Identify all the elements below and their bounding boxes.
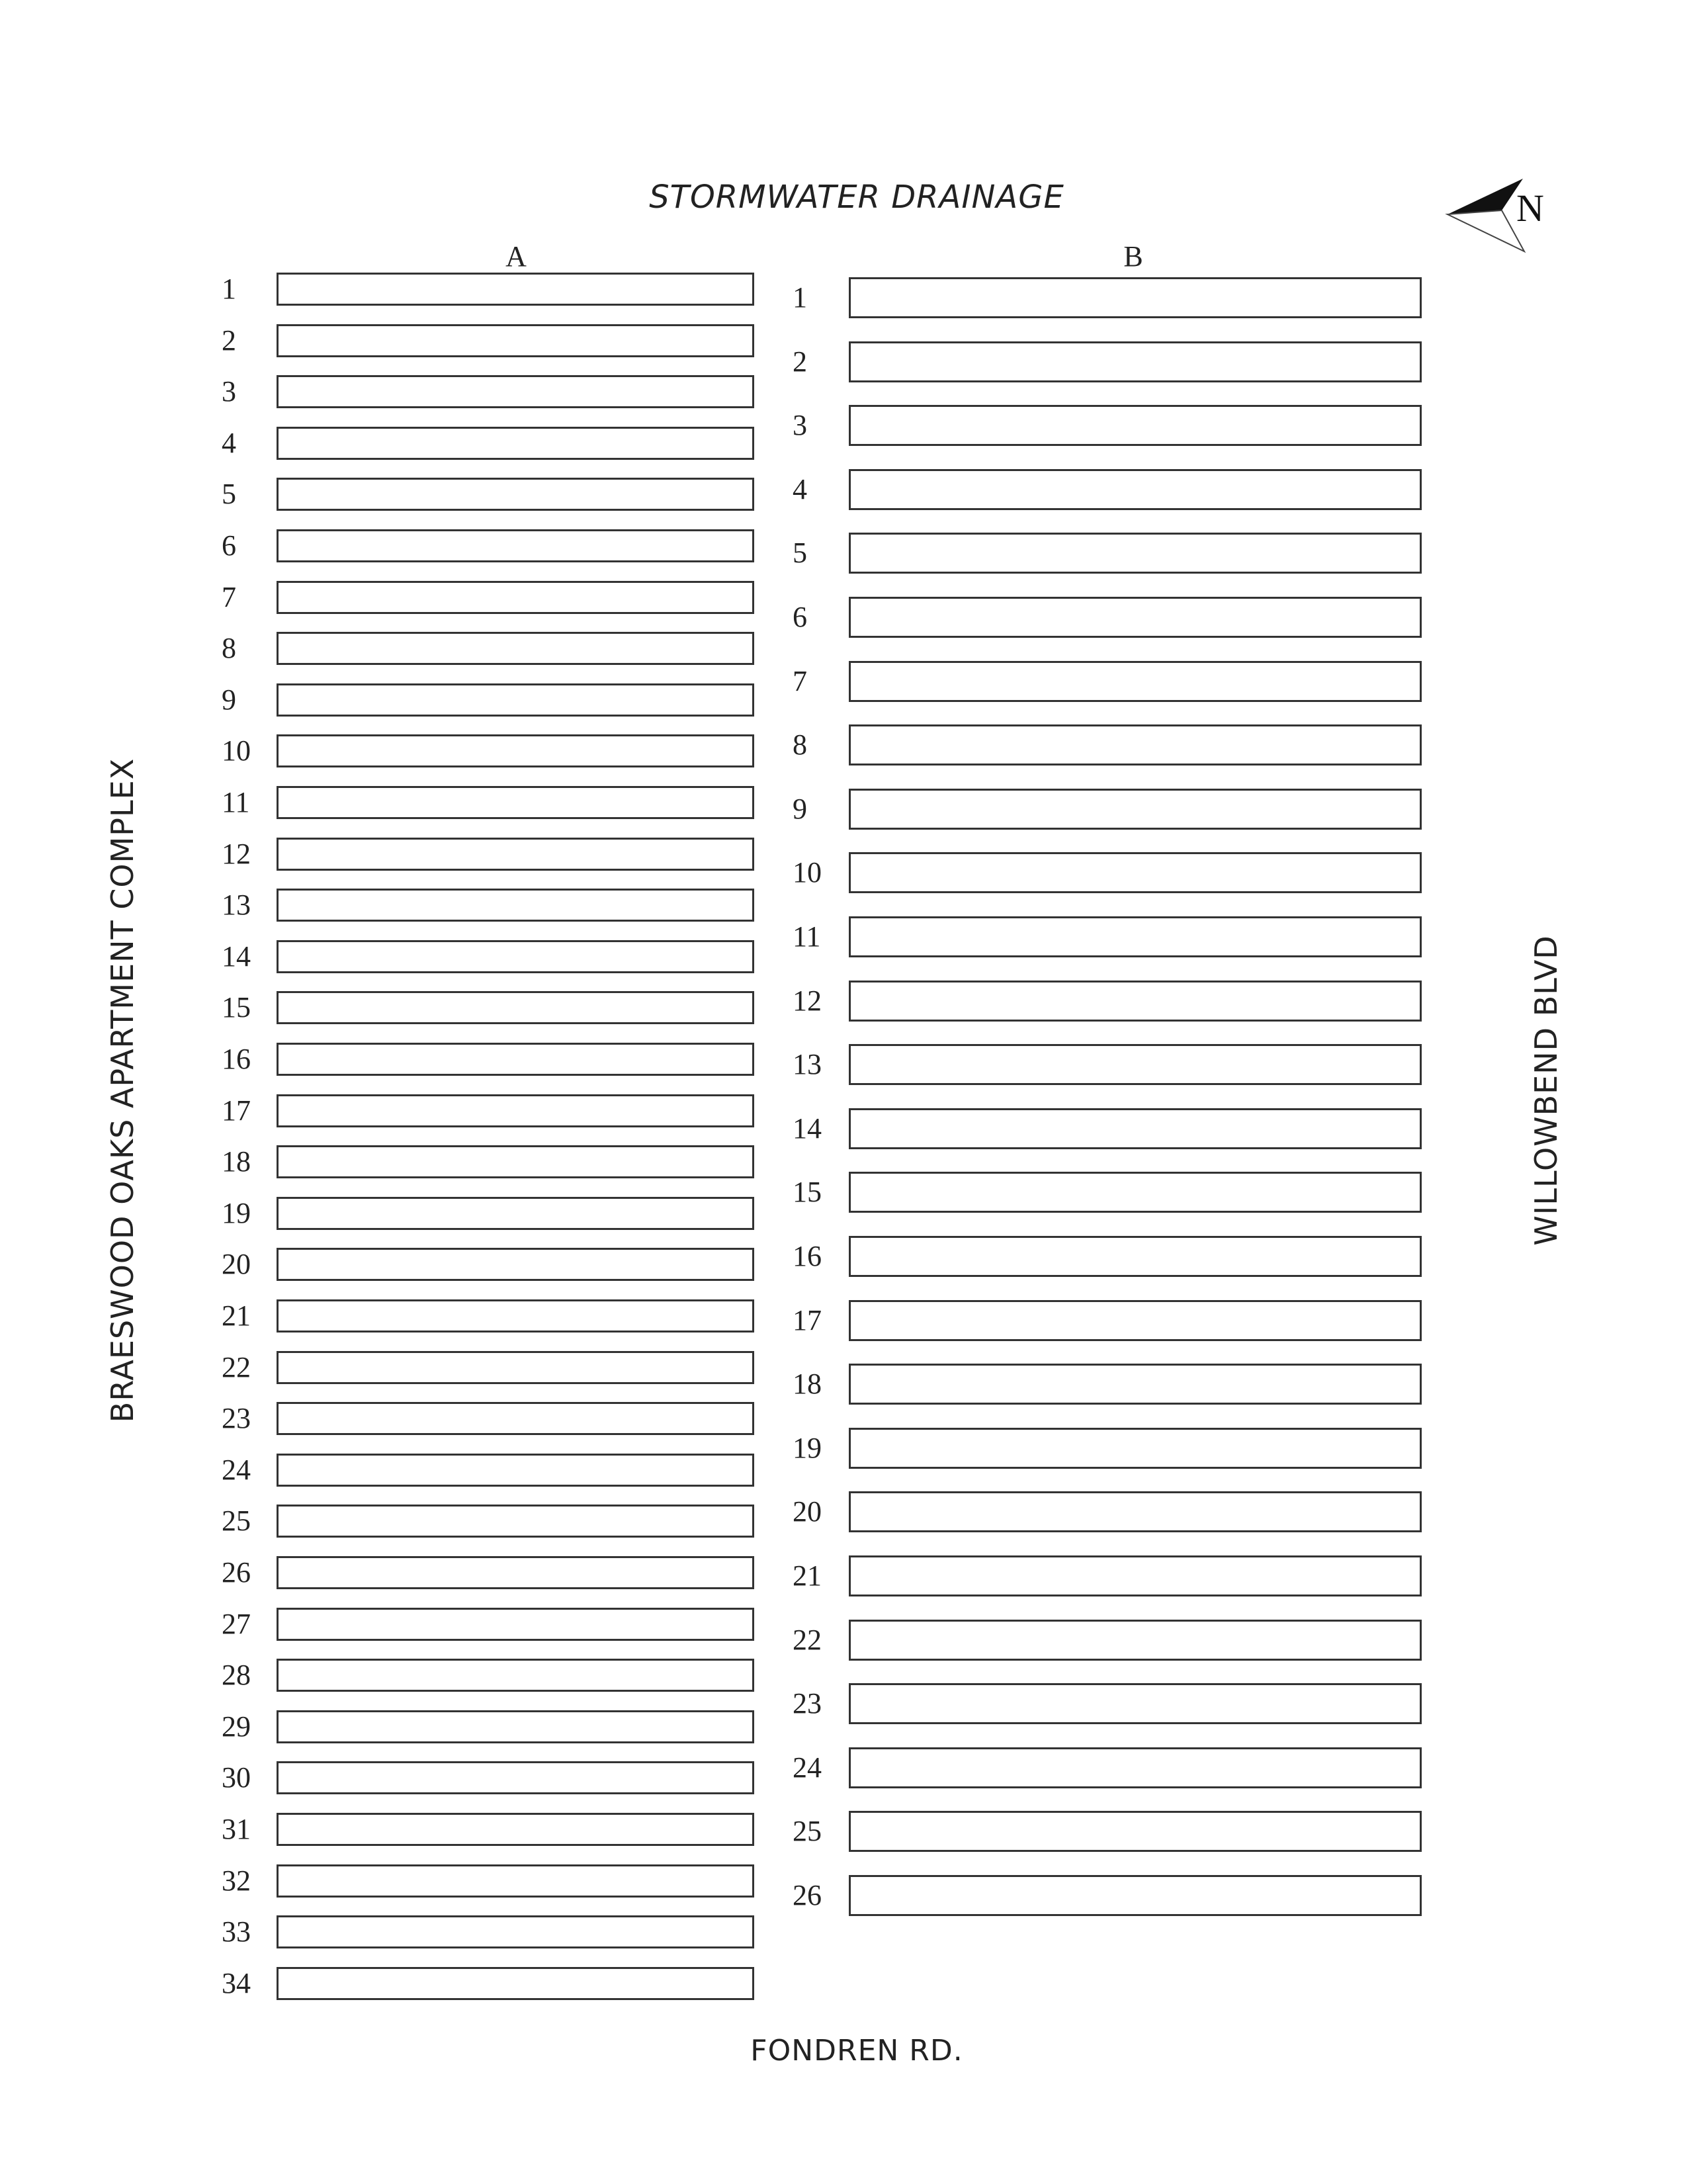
plot-box[interactable] [849, 981, 1422, 1022]
plot-number: 21 [222, 1299, 251, 1332]
plot-box[interactable] [849, 277, 1422, 318]
stormwater-drainage-label: STORMWATER DRAINAGE [649, 179, 1064, 216]
plot-number: 17 [793, 1303, 822, 1336]
plot-number: 18 [222, 1145, 251, 1178]
plot-box[interactable] [849, 1747, 1422, 1788]
plot-row [0, 981, 1422, 1022]
plot-number: 7 [793, 664, 807, 697]
plot-row [0, 1172, 1422, 1213]
plot-box[interactable] [849, 1300, 1422, 1341]
plot-number: 8 [793, 728, 807, 762]
plot-row [0, 1747, 1422, 1788]
plot-box[interactable] [849, 597, 1422, 638]
plot-row [0, 277, 1422, 318]
plot-number: 14 [222, 939, 251, 973]
plot-box[interactable] [849, 1683, 1422, 1724]
plot-box[interactable] [849, 405, 1422, 446]
plot-box[interactable] [849, 724, 1422, 765]
plot-box[interactable] [849, 1364, 1422, 1405]
plot-number: 25 [222, 1505, 251, 1538]
plot-number: 5 [793, 537, 807, 570]
plot-row [0, 1300, 1422, 1341]
plot-number: 16 [222, 1043, 251, 1075]
plot-number: 4 [793, 472, 807, 505]
plot-number: 29 [222, 1710, 251, 1743]
plot-number: 26 [793, 1879, 822, 1911]
plot-box[interactable] [849, 1555, 1422, 1596]
plot-row [0, 1236, 1422, 1277]
plot-number: 24 [222, 1453, 251, 1486]
plot-box[interactable] [849, 1044, 1422, 1085]
plot-row [0, 1683, 1422, 1724]
plot-number: 16 [793, 1240, 822, 1272]
plot-number: 22 [793, 1623, 822, 1656]
plot-box[interactable] [849, 341, 1422, 382]
plot-number: 20 [793, 1495, 822, 1528]
plot-number: 6 [793, 601, 807, 633]
plot-number: 27 [222, 1607, 251, 1640]
plot-number: 33 [222, 1915, 251, 1948]
fondren-rd-label: FONDREN RD. [750, 2034, 963, 2068]
plot-number: 30 [222, 1761, 251, 1794]
column-a-header: A [505, 240, 527, 273]
plot-box[interactable] [849, 852, 1422, 893]
plot-number: 19 [793, 1431, 822, 1464]
plot-box[interactable] [849, 1236, 1422, 1277]
plot-number: 4 [222, 426, 236, 459]
plot-number: 12 [793, 984, 822, 1017]
plot-number: 23 [793, 1687, 822, 1720]
plot-number: 1 [793, 281, 807, 314]
plot-box[interactable] [849, 533, 1422, 574]
compass-n-label: N [1516, 187, 1544, 230]
plot-box[interactable] [849, 1875, 1422, 1916]
plot-box[interactable] [277, 1915, 754, 1948]
plot-number: 11 [222, 786, 250, 818]
plot-number: 18 [793, 1368, 822, 1401]
plot-number: 32 [222, 1864, 251, 1897]
plot-number: 7 [222, 580, 236, 613]
plot-row [0, 405, 1422, 446]
plot-number: 23 [222, 1402, 251, 1435]
plot-number: 26 [222, 1556, 251, 1589]
plot-row [0, 469, 1422, 510]
plot-box[interactable] [277, 1967, 754, 2000]
plot-number: 17 [222, 1094, 251, 1127]
plot-box[interactable] [849, 1108, 1422, 1149]
plot-number: 20 [222, 1248, 251, 1281]
column-b-header: B [1123, 240, 1143, 273]
plot-number: 24 [793, 1751, 822, 1784]
plot-row [0, 1811, 1422, 1852]
plot-row [0, 1620, 1422, 1661]
plot-box[interactable] [849, 1491, 1422, 1532]
plot-row [0, 1491, 1422, 1532]
plot-number: 25 [793, 1815, 822, 1848]
plot-row [0, 533, 1422, 574]
plot-number: 19 [222, 1196, 251, 1229]
plot-box[interactable] [849, 1172, 1422, 1213]
plot-row [0, 724, 1422, 765]
plot-box[interactable] [849, 1620, 1422, 1661]
plot-box[interactable] [849, 916, 1422, 957]
plot-row [0, 1364, 1422, 1405]
plot-number: 15 [222, 991, 251, 1024]
braeswood-oaks-label: BRAESWOOD OAKS APARTMENT COMPLEX [105, 758, 140, 1423]
plot-number: 34 [222, 1966, 251, 1999]
plot-number: 13 [222, 889, 251, 922]
plot-row [0, 1967, 754, 2000]
plot-row [0, 1915, 754, 1948]
willowbend-blvd-label: WILLOWBEND BLVD [1528, 935, 1564, 1246]
plot-number: 9 [793, 792, 807, 825]
plot-number: 13 [793, 1048, 822, 1081]
plot-number: 31 [222, 1813, 251, 1845]
plot-number: 14 [793, 1112, 822, 1145]
plot-number: 28 [222, 1659, 251, 1692]
plot-box[interactable] [849, 1811, 1422, 1852]
plot-number: 5 [222, 478, 236, 511]
plot-row [0, 916, 1422, 957]
plot-box[interactable] [849, 789, 1422, 830]
plot-row [0, 661, 1422, 702]
plot-row [0, 1044, 1422, 1085]
plot-box[interactable] [849, 1428, 1422, 1469]
plot-row [0, 1875, 1422, 1916]
plot-number: 9 [222, 683, 236, 716]
plot-row [0, 1428, 1422, 1469]
plot-number: 6 [222, 529, 236, 562]
plot-row [0, 789, 1422, 830]
plot-number: 12 [222, 837, 251, 870]
plot-number: 3 [793, 409, 807, 442]
plot-box[interactable] [849, 469, 1422, 510]
plot-number: 8 [222, 632, 236, 665]
north-arrow-icon [1442, 173, 1561, 259]
plot-number: 2 [793, 345, 807, 378]
plot-row [0, 597, 1422, 638]
plot-row [0, 341, 1422, 382]
plot-number: 10 [222, 734, 251, 767]
plot-number: 1 [222, 273, 236, 305]
plot-box[interactable] [849, 661, 1422, 702]
plot-number: 11 [793, 920, 821, 953]
plot-number: 22 [222, 1350, 251, 1383]
plot-row [0, 1108, 1422, 1149]
plot-row [0, 1555, 1422, 1596]
plot-number: 10 [793, 856, 822, 889]
plot-number: 2 [222, 324, 236, 357]
plot-row [0, 852, 1422, 893]
plot-number: 15 [793, 1176, 822, 1209]
plot-number: 3 [222, 375, 236, 408]
plot-number: 21 [793, 1559, 822, 1592]
